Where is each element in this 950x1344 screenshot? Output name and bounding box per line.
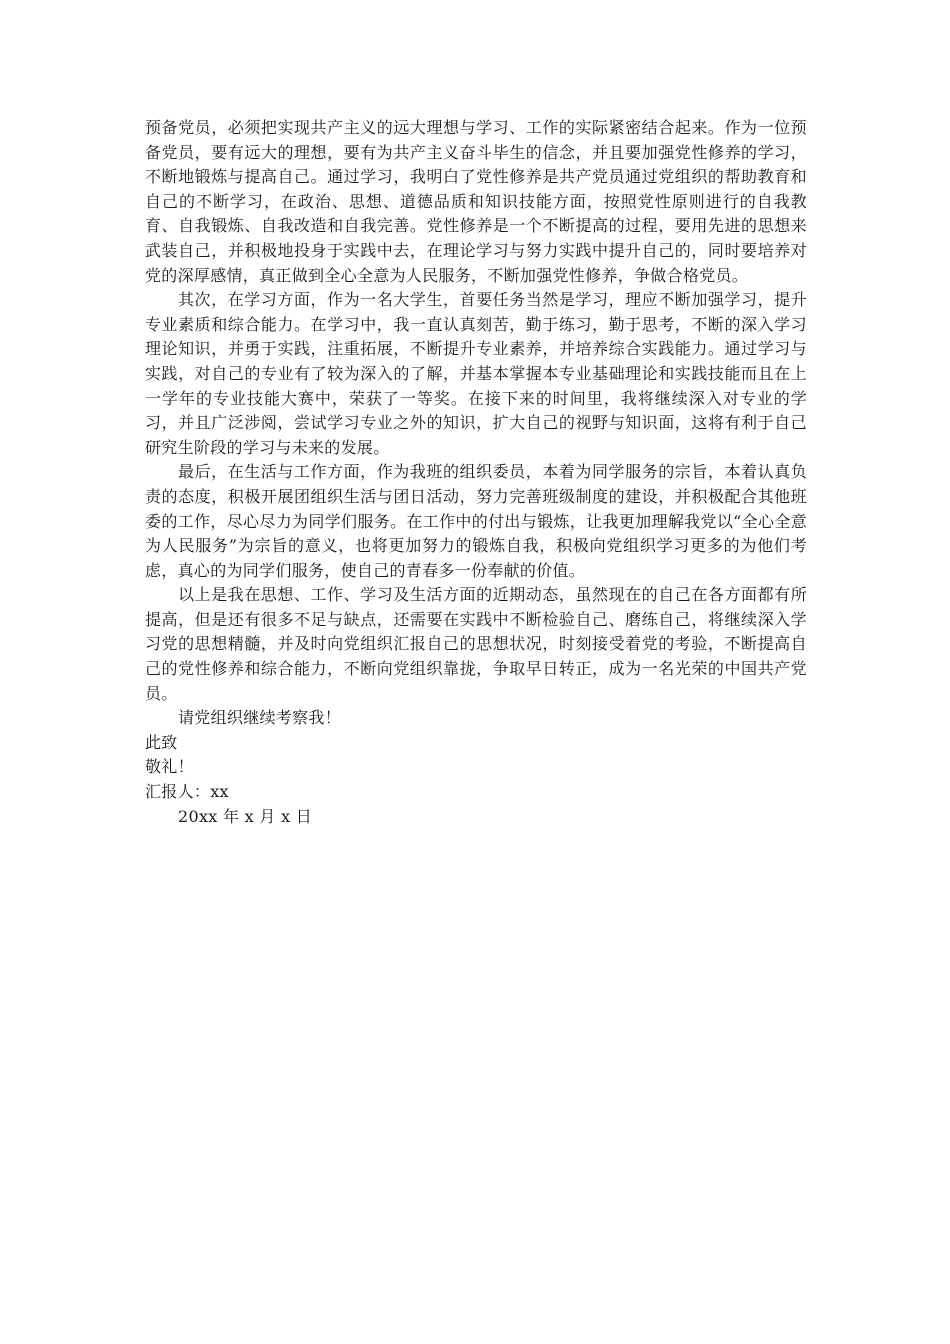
- paragraph-request: 请党组织继续考察我！: [178, 708, 342, 728]
- paragraph-summary: 以上是我在思想、工作、学习及生活方面的近期动态，虽然现在的自己在各方面都有所提高，但是还有很多不足与缺点，还需要在实践中不断检验自己、磨练自己，将继续深入学习党的思想精髓，并及时向党组织汇报自己的思想状况，时刻接受着党的考验，不断提高自己的党性修养和综合能力，不断向党组织靠拢，争取早日转正，成为一名光荣的中国共产党员。: [145, 585, 807, 703]
- closing-line: 此致: [145, 732, 178, 752]
- paragraph-intro: 预备党员，必须把实现共产主义的远大理想与学习、工作的实际紧密结合起来。作为一位预备党员，要有远大的理想，要有为共产主义奋斗毕生的信念，并且要加强党性修养的学习，不断地锻炼与提高自己。通过学习，我明白了党性修养是共产党员通过党组织的帮助教育和自己的不断学习，在政治、思想、道德品质和知识技能方面，按照党性原则进行的自我教育、自我锻炼、自我改造和自我完善。党性修养是一个不断提高的过程，要用先进的思想来武装自己，并积极地投身于实践中去，在理论学习与努力实践中提升自己的，同时要培养对党的深厚感情，真正做到全心全意为人民服务，不断加强党性修养，争做合格党员。: [145, 118, 807, 285]
- date-line: 20xx 年 x 月 x 日: [178, 806, 313, 826]
- paragraph-work: 最后，在生活与工作方面，作为我班的组织委员，本着为同学服务的宗旨，本着认真负责的态度，积极开展团组织生活与团日活动，努力完善班级制度的建设，并积极配合其他班委的工作，尽心尽力为同学们服务。在工作中的付出与锻炼，让我更加理解我党以“全心全意为人民服务”为宗旨的意义，也将更加努力的锻炼自我，积极向党组织学习更多的为他们考虑，真心的为同学们服务，使自己的青春多一份奉献的价值。: [145, 462, 807, 580]
- paragraph-study: 其次，在学习方面，作为一名大学生，首要任务当然是学习，理应不断加强学习，提升专业素质和综合能力。在学习中，我一直认真刻苦，勤于练习，勤于思考，不断的深入学习理论知识，并勇于实践，注重拓展，不断提升专业素养，并培养综合实践能力。通过学习与实践，对自己的专业有了较为深入的了解，并基本掌握本专业基础理论和实践技能而且在上一学年的专业技能大赛中，荣获了一等奖。在接下来的时间里，我将继续深入对专业的学习，并且广泛涉阅，尝试学习专业之外的知识，扩大自己的视野与知识面，这将有利于自己研究生阶段的学习与未来的发展。: [145, 290, 807, 457]
- reporter-line: 汇报人：xx: [145, 782, 229, 802]
- salute-line: 敬礼！: [145, 757, 194, 777]
- document-body: [145, 116, 807, 829]
